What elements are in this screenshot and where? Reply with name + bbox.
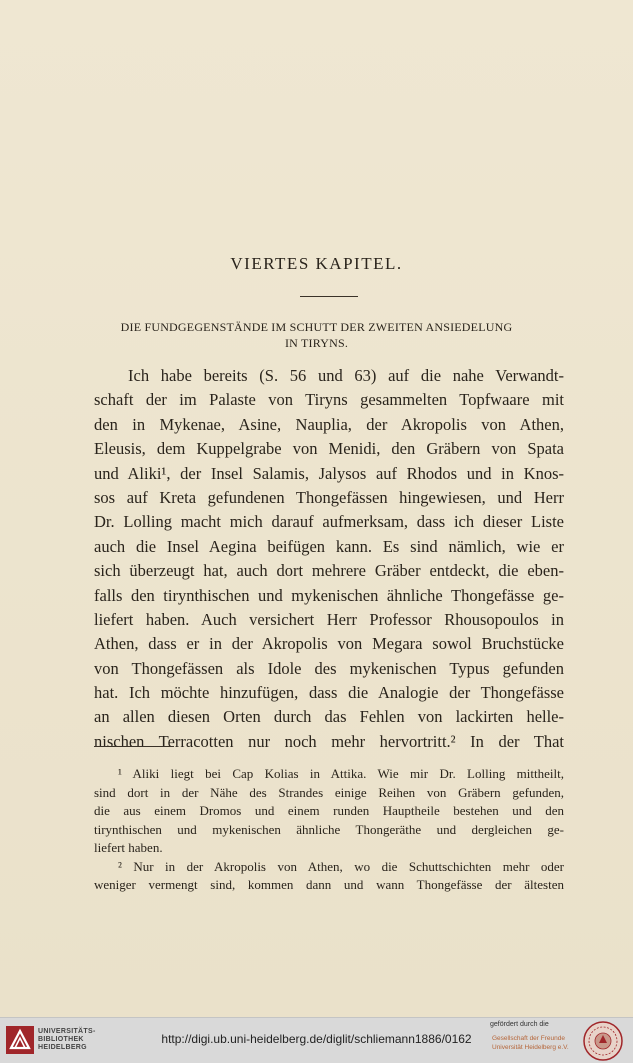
body-line: Athen, dass er in der Akropolis von Megara sowol Bruchstücke xyxy=(94,634,564,654)
body-line: Ich habe bereits (S. 56 und 63) auf die nahe Verwandt- xyxy=(128,366,564,385)
footnote-rule xyxy=(94,746,174,747)
footnote-line: weniger vermengt sind, kommen dann und wann Thongefässe der ältesten xyxy=(94,877,564,892)
section-heading-line: IN TIRYNS. xyxy=(284,336,349,350)
society-name-line: Gesellschaft der Freunde xyxy=(492,1035,565,1042)
footnote-line: die aus einem Dromos und einem runden Hauptheile bestehen und den xyxy=(94,803,564,818)
footnote-line: ² Nur in der Akropolis von Athen, wo die Schuttschichten mehr oder xyxy=(118,858,564,874)
society-name-line: Universität Heidelberg e.V. xyxy=(492,1044,569,1051)
body-line: sos auf Kreta gefundenen Thongefässen hingewiesen, und Herr xyxy=(94,487,564,507)
library-name-line: UNIVERSITÄTS- xyxy=(38,1028,96,1035)
permalink-url[interactable]: http://digi.ub.uni-heidelberg.de/diglit/schliemann1886/0162 xyxy=(161,1032,472,1046)
title-rule xyxy=(300,296,358,297)
body-line: schaft der im Palaste von Tiryns gesammelten Topfwaare mit xyxy=(94,390,564,410)
body-line: von Thongefässen als Idole des mykenischen Typus gefunden xyxy=(94,658,564,678)
body-line: an allen diesen Orten durch das Fehlen von lackirten helle- xyxy=(94,707,564,727)
body-line: sich überzeugt hat, auch dort mehrere Gräber entdeckt, die eben- xyxy=(94,561,564,581)
viewer-footer xyxy=(0,1017,633,1063)
body-line: Dr. Lolling macht mich darauf aufmerksam, dass ich dieser Liste xyxy=(94,512,564,532)
body-text xyxy=(94,364,564,754)
library-name-line: BIBLIOTHEK xyxy=(38,1036,84,1043)
footnotes xyxy=(94,765,564,895)
footnote-line: tirynthischen und mykenischen ähnliche Thongeräthe und dergleichen ge- xyxy=(94,821,564,837)
body-line: den in Mykenae, Asine, Nauplia, der Akropolis von Athen, xyxy=(94,414,564,434)
body-line: auch die Insel Aegina beifügen kann. Es sind nämlich, wie er xyxy=(94,536,564,556)
society-name[interactable] xyxy=(492,1034,569,1052)
section-heading xyxy=(70,319,563,351)
body-line: liefert haben. Auch versichert Herr Professor Rhousopoulos in xyxy=(94,609,564,629)
body-line: und Aliki¹, der Insel Salamis, Jalysos auf Rhodos und in Knos- xyxy=(94,463,564,483)
footnote-line: sind dort in der Nähe des Strandes einige Reihen von Gräbern gefunden, xyxy=(94,784,564,800)
body-line: nischen Terracotten nur noch mehr hervortritt.² In der That xyxy=(94,731,564,751)
university-seal-icon xyxy=(583,1021,623,1061)
chapter-title: VIERTES KAPITEL. xyxy=(230,254,403,273)
library-name-line: HEIDELBERG xyxy=(38,1044,87,1051)
funded-by-label: gefördert durch die xyxy=(490,1021,549,1028)
body-line: hat. Ich möchte hinzufügen, dass die Analogie der Thongefässe xyxy=(94,683,564,703)
footnote-line: ¹ Aliki liegt bei Cap Kolias in Attika. Wie mir Dr. Lolling mittheilt, xyxy=(118,766,564,781)
body-line: falls den tirynthischen und mykenischen ähnliche Thongefässe ge- xyxy=(94,585,564,605)
section-heading-line: DIE FUNDGEGENSTÄNDE IM SCHUTT DER ZWEITEN ANSIEDELUNG xyxy=(120,320,513,334)
body-line: Eleusis, dem Kuppelgrabe von Menidi, den Gräbern von Spata xyxy=(94,439,564,459)
footnote-line: liefert haben. xyxy=(94,840,163,855)
